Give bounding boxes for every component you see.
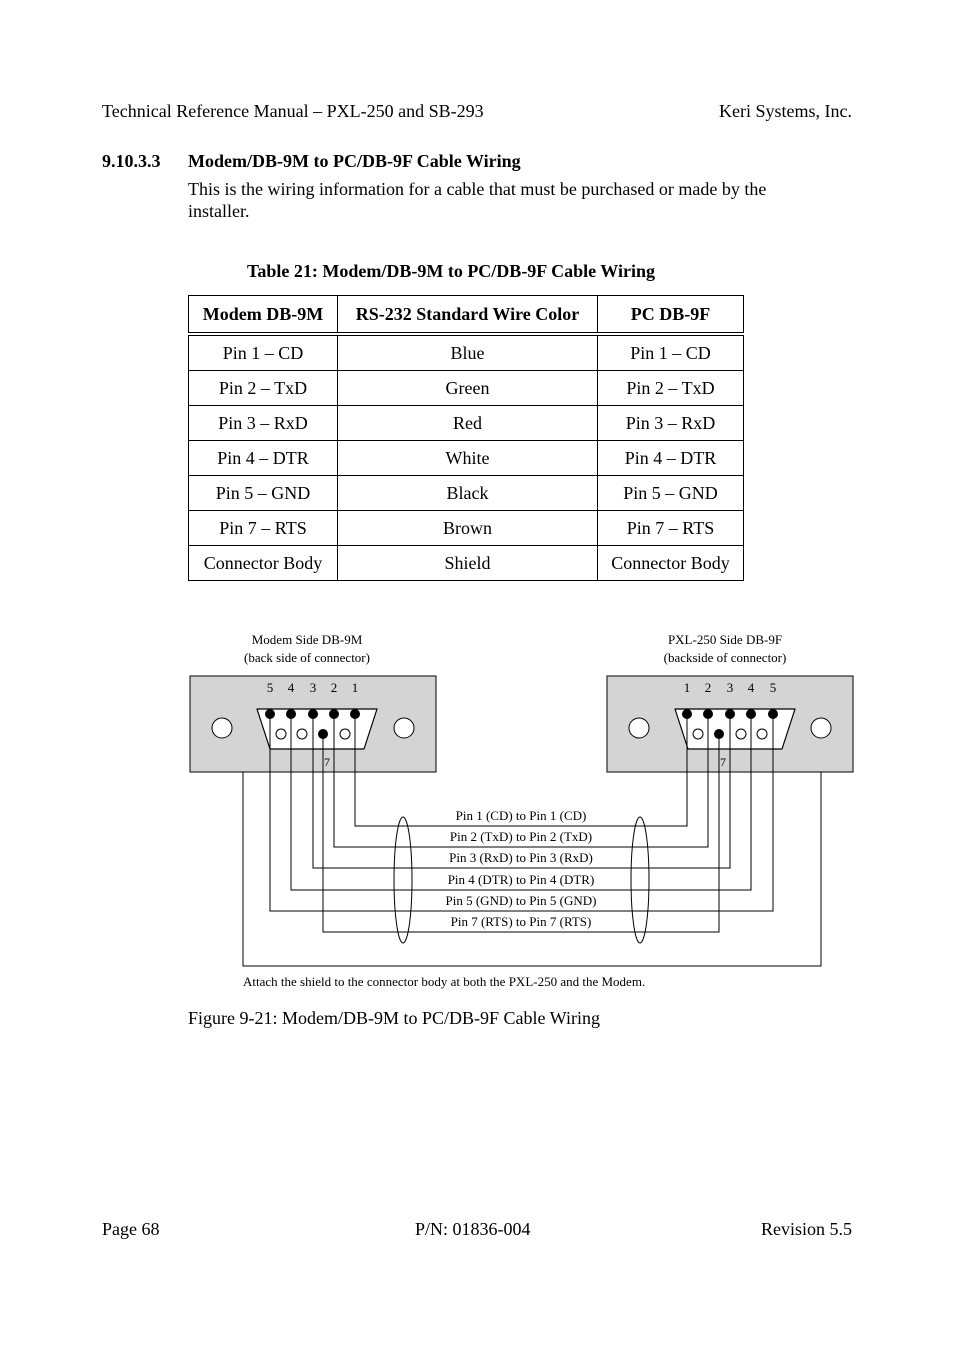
column-header-wire-color: RS-232 Standard Wire Color (338, 296, 598, 335)
right-pin-9 (757, 729, 767, 739)
cell-modem-pin: Pin 2 – TxD (189, 371, 338, 406)
wire-shield (243, 772, 821, 966)
connection-label: Pin 3 (RxD) to Pin 3 (RxD) (449, 850, 593, 865)
cable-jacket-right (631, 817, 649, 943)
left-pin-number-label: 5 (266, 680, 274, 695)
left-pin-number-label: 2 (330, 680, 338, 695)
cell-wire-color: Black (338, 476, 598, 511)
footer-page-number: Page 68 (102, 1219, 160, 1239)
section-title: Modem/DB-9M to PC/DB-9F Cable Wiring (188, 151, 521, 171)
table-row (189, 511, 744, 546)
shield-note: Attach the shield to the connector body at both the PXL-250 and the Modem. (243, 974, 646, 989)
connection-label: Pin 4 (DTR) to Pin 4 (DTR) (447, 872, 595, 887)
right-connector-title: PXL-250 Side DB-9F (667, 632, 783, 647)
right-mount-hole (811, 718, 831, 738)
cell-wire-color: White (338, 441, 598, 476)
cell-pc-pin: Pin 5 – GND (598, 476, 744, 511)
left-mount-hole (212, 718, 232, 738)
section-body-line-2: installer. (188, 201, 250, 221)
right-pin-number-label: 4 (747, 680, 755, 695)
wiring-table (188, 295, 744, 581)
connection-label: Pin 7 (RTS) to Pin 7 (RTS) (450, 914, 592, 929)
connection-label: Pin 5 (GND) to Pin 5 (GND) (445, 893, 597, 908)
table-row (189, 546, 744, 581)
cell-wire-color: Red (338, 406, 598, 441)
table-caption: Table 21: Modem/DB-9M to PC/DB-9F Cable Wiring (247, 261, 655, 281)
left-mount-hole (394, 718, 414, 738)
right-pin-number-label: 3 (726, 680, 734, 695)
table-row (189, 334, 744, 371)
wiring-diagram (0, 620, 954, 1000)
left-pin-number-label: 4 (287, 680, 295, 695)
section-body-line-1: This is the wiring information for a cable that must be purchased or made by the (188, 179, 767, 199)
cell-modem-pin: Pin 5 – GND (189, 476, 338, 511)
left-pin-number-label: 1 (351, 680, 359, 695)
table-row (189, 371, 744, 406)
cable-jacket-left (394, 817, 412, 943)
right-pin7-label: 7 (720, 755, 726, 769)
cell-pc-pin: Pin 2 – TxD (598, 371, 744, 406)
column-header-pc: PC DB-9F (598, 296, 744, 335)
table-row (189, 441, 744, 476)
table-row (189, 476, 744, 511)
cell-modem-pin: Pin 4 – DTR (189, 441, 338, 476)
cell-wire-color: Brown (338, 511, 598, 546)
running-header-title: Technical Reference Manual – PXL-250 and SB-293 (102, 101, 484, 121)
cell-pc-pin: Pin 4 – DTR (598, 441, 744, 476)
cell-pc-pin: Pin 3 – RxD (598, 406, 744, 441)
left-connector-title: Modem Side DB-9M (251, 632, 363, 647)
figure-caption: Figure 9-21: Modem/DB-9M to PC/DB-9F Cable Wiring (188, 1008, 600, 1028)
right-pin-8 (736, 729, 746, 739)
left-pin-6 (340, 729, 350, 739)
cell-pc-pin: Pin 7 – RTS (598, 511, 744, 546)
column-header-modem: Modem DB-9M (189, 296, 338, 335)
cell-modem-pin: Connector Body (189, 546, 338, 581)
left-pin-8 (297, 729, 307, 739)
footer-revision: Revision 5.5 (760, 1219, 852, 1239)
cell-pc-pin: Connector Body (598, 546, 744, 581)
cell-modem-pin: Pin 3 – RxD (189, 406, 338, 441)
right-pin-number-label: 2 (704, 680, 712, 695)
connection-label: Pin 2 (TxD) to Pin 2 (TxD) (449, 829, 593, 844)
cell-pc-pin: Pin 1 – CD (598, 334, 744, 371)
footer-part-number: P/N: 01836-004 (415, 1219, 531, 1239)
left-pin-9 (276, 729, 286, 739)
cell-wire-color: Shield (338, 546, 598, 581)
cell-wire-color: Green (338, 371, 598, 406)
right-pin-6 (693, 729, 703, 739)
right-pin-number-label: 5 (769, 680, 777, 695)
cell-wire-color: Blue (338, 334, 598, 371)
right-pin-number-label: 1 (683, 680, 691, 695)
running-header-company: Keri Systems, Inc. (719, 101, 852, 121)
left-pin7-label: 7 (324, 755, 330, 769)
cell-modem-pin: Pin 7 – RTS (189, 511, 338, 546)
right-connector-subtitle: (backside of connector) (663, 650, 787, 665)
left-connector-subtitle: (back side of connector) (244, 650, 370, 665)
table-row (189, 406, 744, 441)
cell-modem-pin: Pin 1 – CD (189, 334, 338, 371)
right-mount-hole (629, 718, 649, 738)
table-header-row (189, 296, 744, 335)
section-number: 9.10.3.3 (102, 151, 161, 171)
left-pin-number-label: 3 (309, 680, 317, 695)
connection-label: Pin 1 (CD) to Pin 1 (CD) (455, 808, 587, 823)
